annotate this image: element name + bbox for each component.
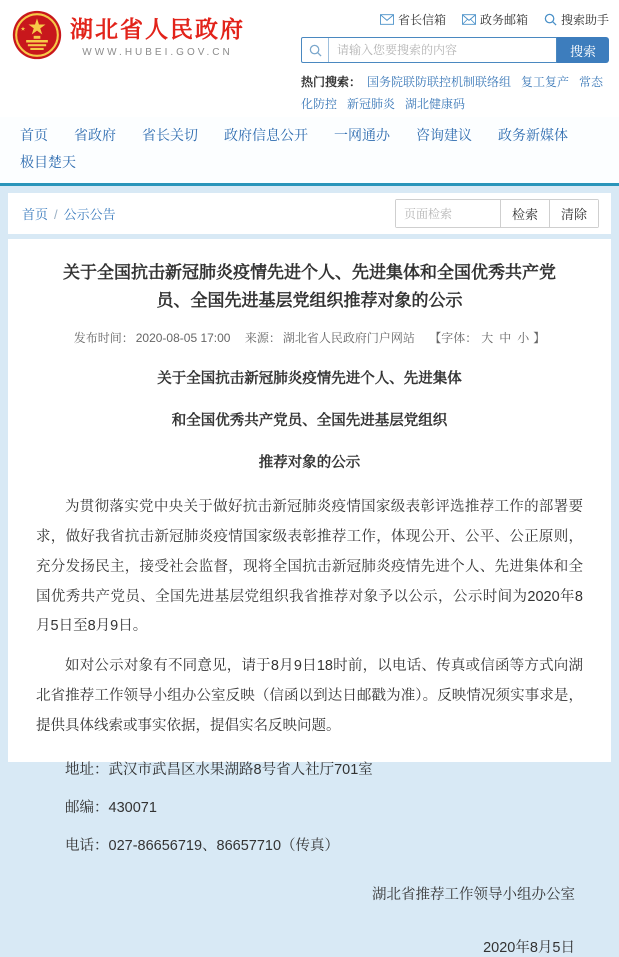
breadcrumb-current-link[interactable]: 公示公告 [63,207,116,223]
site-name: 湖北省人民政府 [70,16,245,42]
nav-item-governor-concerns[interactable]: 省长关切 [142,127,198,144]
font-size-medium[interactable]: 中 [499,331,512,346]
source-label: 来源： [244,331,281,346]
main-nav [0,117,619,186]
hot-search-link[interactable]: 国务院联防联控机制联络组 [367,75,512,89]
nav-item-new-media[interactable]: 政务新媒体 [498,127,568,144]
hot-search-label: 热门搜索： [301,75,362,89]
hot-search-link[interactable]: 新冠肺炎 [347,97,396,112]
nav-item-consultation[interactable]: 咨询建议 [416,127,472,144]
search-magnifier-icon [302,38,329,62]
envelope-icon [380,14,394,25]
article-date: 2020年8月5日 [483,940,575,957]
publish-time-label: 发布时间： [73,331,134,346]
page-search [395,199,599,228]
breadcrumb-bar [8,193,611,234]
nav-item-provincial-gov[interactable]: 省政府 [74,127,116,144]
contact-postcode: 邮编：430071 [65,800,157,817]
article-container [8,239,611,957]
article-title: 关于全国抗击新冠肺炎疫情先进个人、先进集体和全国优秀共产党员、全国先进基层党组织推荐对象的公示 [63,263,556,311]
breadcrumb-home-link[interactable]: 首页 [22,207,49,223]
site-header [0,0,619,117]
national-emblem-icon [12,10,62,60]
search-button[interactable]: 搜索 [557,37,609,63]
article-meta [36,329,583,346]
mail-icon [462,14,476,25]
site-url: WWW.HUBEI.GOV.CN [82,46,233,58]
font-size-small[interactable]: 小 [517,331,530,346]
article-paragraph: 如对公示对象有不同意见，请于8月9日18时前，以电话、传真或信函等方式向湖北省推荐工作领导小组办公室反映（信函以到达日邮戳为准）。反映情况须实事求是，提供具体线索或事实依据，提倡实名反映问题。 [36,658,583,734]
site-brand[interactable] [12,8,245,115]
search-assistant-link[interactable]: 搜索助手 [544,11,609,28]
font-size-suffix: 】 [533,331,546,346]
hot-search-link[interactable]: 湖北健康码 [405,97,466,112]
breadcrumb-separator: / [54,207,58,223]
hot-search [301,71,609,115]
hot-search-link[interactable]: 常态化防控 [301,75,604,112]
doc-title-line: 关于全国抗击新冠肺炎疫情先进个人、先进集体 [157,371,462,388]
source-value: 湖北省人民政府门户网站 [282,331,415,346]
page-search-button[interactable]: 检索 [500,200,549,227]
nav-item-home[interactable]: 首页 [20,127,48,144]
font-size-large[interactable]: 大 [481,331,494,346]
nav-item-jimuchutian[interactable]: 极目楚天 [20,154,76,171]
contact-phone: 电话：027-86656719、86657710（传真） [65,838,340,855]
page-search-clear-button[interactable]: 清除 [549,200,598,227]
doc-title-line: 和全国优秀共产党员、全国先进基层党组织 [171,413,448,430]
governor-mailbox-link[interactable]: 省长信箱 [380,11,446,28]
article-signature: 湖北省推荐工作领导小组办公室 [372,887,575,904]
page-search-input[interactable] [396,200,500,227]
nav-item-one-stop-service[interactable]: 一网通办 [334,127,390,144]
font-size-prefix: 【字体： [429,331,478,346]
hot-search-link[interactable]: 复工复产 [521,75,570,89]
search-input[interactable] [329,38,556,62]
top-utility-links [301,8,609,28]
nav-item-info-disclosure[interactable]: 政府信息公开 [224,127,308,144]
contact-address: 地址：武汉市武昌区水果湖路8号省人社厅701室 [65,762,373,779]
article-paragraph: 为贯彻落实党中央关于做好抗击新冠肺炎疫情国家级表彰评选推荐工作的部署要求，做好我省抗击新冠肺炎疫情国家级表彰推荐工作，体现公开、公平、公正原则，充分发扬民主，接受社会监督，现将全国抗击新冠肺炎疫情先进个人、先进集体和全国优秀共产党员、全国先进基层党组织我省推荐对象予以公示，公示时间为2020年8月5日至8月9日。 [36,499,583,635]
doc-title-line: 推荐对象的公示 [258,455,361,472]
publish-time: 2020-08-05 17:00 [135,331,231,346]
search-icon [544,13,557,26]
gov-mail-link[interactable]: 政务邮箱 [462,11,528,28]
breadcrumb [22,204,116,223]
site-search [301,37,609,63]
